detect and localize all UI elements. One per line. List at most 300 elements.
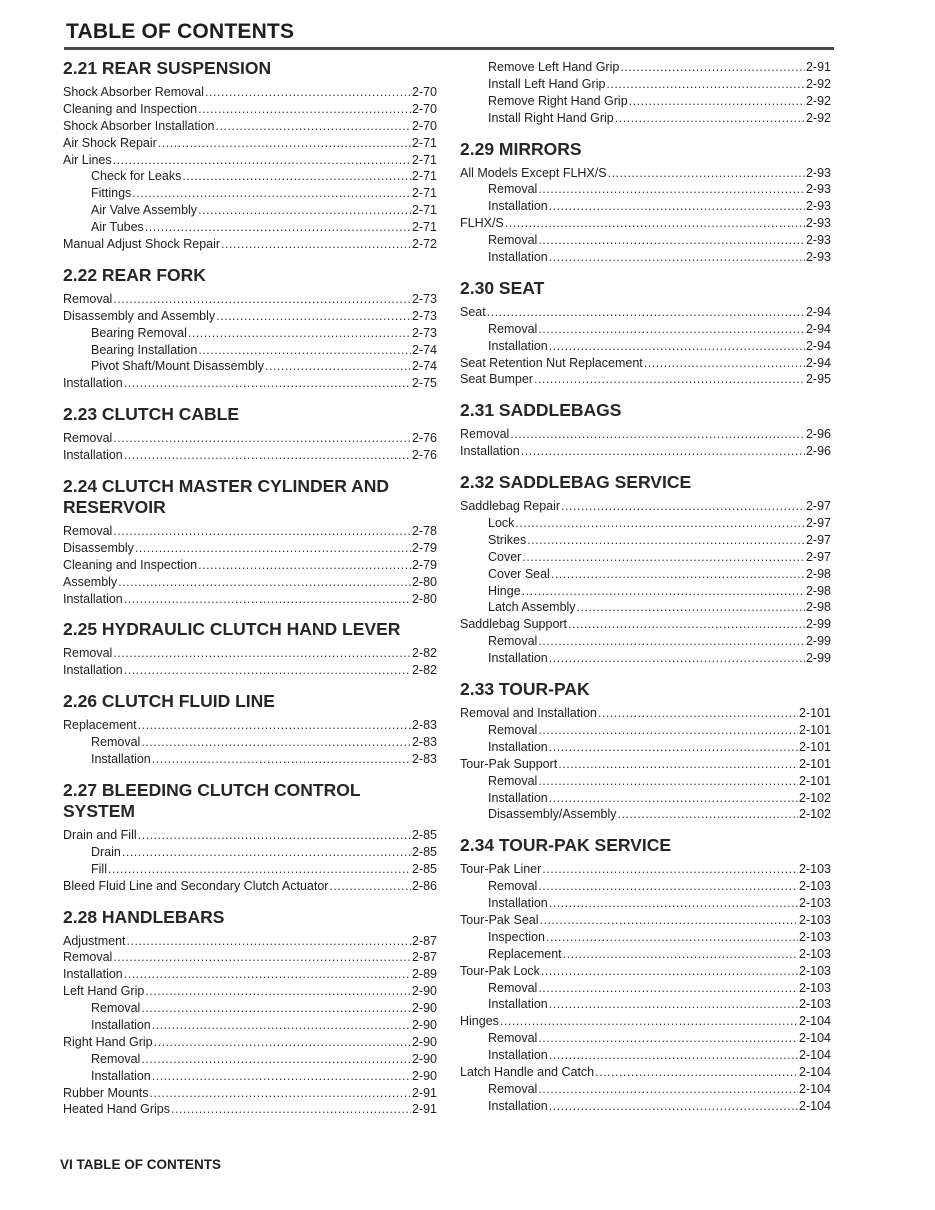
toc-entry-page: 2-97 [805,516,831,531]
dot-leader [154,1034,411,1051]
toc-entry-page: 2-74 [411,342,437,357]
toc-entry-page: 2-71 [411,135,437,150]
toc-entry[interactable] [63,734,437,751]
toc-entry[interactable] [63,1017,437,1034]
toc-entry[interactable] [460,249,831,266]
toc-entry[interactable] [460,650,831,667]
toc-entry-label: Installation [488,790,548,805]
toc-entry[interactable] [460,1064,831,1081]
toc-entry-label: Cleaning and Inspection [63,101,198,116]
toc-entry[interactable] [63,662,437,679]
toc-entry-label: Saddlebag Repair [460,499,561,514]
toc-entry-label: Removal [488,634,538,649]
toc-entry-label: Disassembly [63,540,134,555]
toc-section [63,404,437,464]
toc-entry-label: Air Lines [63,152,112,167]
toc-entry[interactable] [63,375,437,392]
toc-entry-label: Assembly [63,574,118,589]
toc-entry[interactable] [63,949,437,966]
dot-leader [113,291,411,308]
toc-entry[interactable] [460,304,831,321]
toc-entry[interactable] [460,996,831,1013]
toc-entry-page: 2-82 [411,663,437,678]
toc-entry-label: Install Right Hand Grip [488,110,614,125]
toc-entry-page: 2-96 [805,444,831,459]
toc-entry[interactable] [460,1030,831,1047]
toc-entry-page: 2-83 [411,718,437,733]
toc-entry-page: 2-73 [411,291,437,306]
toc-entry[interactable] [63,591,437,608]
dot-leader [124,447,411,464]
section-heading[interactable]: 2.28 HANDLEBARS [63,906,225,927]
toc-entry-page: 2-98 [805,566,831,581]
toc-entry[interactable] [460,76,831,93]
toc-entry-page: 2-102 [799,807,831,822]
toc-section [460,835,831,1114]
toc-entry[interactable] [63,358,437,375]
toc-entry-page: 2-91 [411,1085,437,1100]
toc-entry-page: 2-73 [411,308,437,323]
dot-leader [538,633,805,650]
dot-leader [127,933,411,950]
toc-entry[interactable] [63,751,437,768]
toc-entry-page: 2-104 [799,1081,831,1096]
dot-leader [538,232,805,249]
toc-entry-page: 2-97 [805,499,831,514]
section-heading[interactable]: 2.34 TOUR-PAK SERVICE [460,835,672,856]
toc-entry[interactable] [63,84,437,101]
section-heading[interactable]: 2.32 SADDLEBAG SERVICE [460,472,692,493]
toc-entry-page: 2-85 [411,827,437,842]
toc-entry-label: Replacement [488,946,562,961]
toc-entry-label: Installation [488,1048,548,1063]
toc-entry-label: Cover Seal [488,566,550,581]
toc-entry-label: Cover [488,549,522,564]
toc-section [460,139,831,266]
dot-leader [538,1081,798,1098]
toc-entry[interactable] [63,118,437,135]
toc-entry[interactable] [63,523,437,540]
toc-entry[interactable] [63,1051,437,1068]
toc-entry-page: 2-83 [411,752,437,767]
toc-entry-page: 2-92 [805,110,831,125]
dot-leader [216,308,411,325]
dot-leader [113,949,411,966]
toc-entry-label: Adjustment [63,933,126,948]
toc-entry[interactable] [63,168,437,185]
section-heading[interactable]: 2.33 TOUR-PAK [460,679,590,700]
toc-entry-label: Latch Handle and Catch [460,1064,595,1079]
toc-entry[interactable] [460,110,831,127]
toc-entry[interactable] [63,645,437,662]
toc-entry-page: 2-101 [799,706,831,721]
section-heading[interactable]: 2.30 SEAT [460,277,545,298]
dot-leader [138,717,411,734]
toc-entry-label: Lock [488,516,515,531]
toc-entry[interactable] [63,308,437,325]
dot-leader [522,549,805,566]
toc-section [63,476,437,607]
toc-entry-label: Removal [488,879,538,894]
toc-entry-label: Remove Right Hand Grip [488,93,628,108]
toc-entry[interactable] [63,717,437,734]
toc-entry[interactable] [63,983,437,1000]
toc-entry-page: 2-94 [805,304,831,319]
toc-entry[interactable] [460,1081,831,1098]
dot-leader [595,1064,798,1081]
toc-entry-label: Right Hand Grip [63,1034,153,1049]
toc-entry-page: 2-76 [411,448,437,463]
toc-entry[interactable] [460,443,831,460]
toc-entry-label: Fill [91,861,107,876]
dot-leader [141,1051,411,1068]
toc-entry-page: 2-76 [411,431,437,446]
toc-entry-label: Installation [63,448,123,463]
toc-entry[interactable] [63,236,437,253]
toc-entry[interactable] [460,895,831,912]
toc-entry-page: 2-92 [805,93,831,108]
dot-leader [122,844,411,861]
toc-entry-page: 2-99 [805,617,831,632]
dot-leader [561,498,805,515]
toc-entry[interactable] [460,599,831,616]
dot-leader [124,966,411,983]
toc-entry[interactable] [460,1013,831,1030]
toc-entry[interactable] [63,219,437,236]
toc-entry-page: 2-102 [799,790,831,805]
toc-entry[interactable] [460,912,831,929]
toc-entry-label: Removal [91,1051,141,1066]
dot-leader [118,574,411,591]
toc-entry-label: All Models Except FLHX/S [460,165,607,180]
toc-entry-label: Removal [488,773,538,788]
toc-entry-page: 2-75 [411,376,437,391]
toc-entry-page: 2-85 [411,844,437,859]
toc-entry[interactable] [460,1047,831,1064]
toc-entry-page: 2-92 [805,76,831,91]
dot-leader [188,325,411,342]
toc-entry[interactable] [63,1101,437,1118]
toc-entry-label: Removal [63,950,113,965]
toc-entry[interactable] [460,59,831,76]
toc-entry-label: Installation [488,250,548,265]
toc-entry[interactable] [460,739,831,756]
toc-entry-label: Installation [488,338,548,353]
toc-entry[interactable] [63,185,437,202]
dot-leader [108,861,411,878]
dot-leader [549,895,798,912]
toc-section [63,58,437,253]
toc-entry[interactable] [460,232,831,249]
toc-entry[interactable] [460,165,831,182]
toc-entry[interactable] [460,566,831,583]
dot-leader [549,1047,798,1064]
dot-leader [215,118,410,135]
toc-entry-page: 2-94 [805,321,831,336]
toc-entry-label: Fittings [91,186,132,201]
toc-entry-page: 2-78 [411,524,437,539]
dot-leader [265,358,411,375]
toc-section [460,278,831,388]
toc-entry-label: Hinge [488,583,521,598]
dot-leader [487,304,805,321]
toc-entry-page: 2-91 [805,60,831,74]
toc-entry-page: 2-98 [805,600,831,615]
continued-entries [460,59,831,127]
dot-leader [135,540,411,557]
toc-entry[interactable] [460,371,831,388]
toc-entry-label: Bleed Fluid Line and Secondary Clutch Actuator [63,878,329,893]
toc-entry-page: 2-85 [411,861,437,876]
toc-entry-page: 2-101 [799,739,831,754]
toc-entry[interactable] [63,574,437,591]
toc-entry-label: Installation [488,1098,548,1113]
dot-leader [538,722,798,739]
toc-entry-label: Air Valve Assembly [91,203,198,218]
dot-leader [205,84,411,101]
toc-entry-page: 2-104 [799,1098,831,1113]
toc-entry-label: Disassembly and Assembly [63,308,216,323]
dot-leader [171,1101,411,1118]
dot-leader [577,599,805,616]
toc-entry[interactable] [460,549,831,566]
toc-entry[interactable] [63,447,437,464]
section-heading[interactable]: 2.24 CLUTCH MASTER CYLINDER AND RESERVOIR [63,476,390,518]
toc-entry-page: 2-103 [799,879,831,894]
dot-leader [538,773,798,790]
toc-entry-label: Installation [460,444,520,459]
toc-entry-label: Cleaning and Inspection [63,557,198,572]
toc-entry[interactable] [460,790,831,807]
toc-entry[interactable] [460,722,831,739]
toc-entry-label: Removal [63,646,113,661]
toc-entry[interactable] [460,773,831,790]
toc-entry[interactable] [63,202,437,219]
dot-leader [546,929,798,946]
toc-entry-page: 2-103 [799,862,831,877]
toc-entry[interactable] [63,325,437,342]
toc-entry-page: 2-93 [805,250,831,265]
dot-leader [182,168,411,185]
toc-entry-label: Removal [63,431,113,446]
toc-entry-page: 2-74 [411,359,437,374]
toc-entry[interactable] [63,430,437,447]
toc-entry-page: 2-103 [799,929,831,944]
toc-entry-page: 2-71 [411,186,437,201]
toc-entry-label: Drain [91,844,121,859]
toc-entry[interactable] [63,1000,437,1017]
dot-leader [644,355,805,372]
toc-entry-label: Air Tubes [91,220,144,235]
toc-entry-page: 2-87 [411,950,437,965]
toc-right-column [460,56,831,1115]
toc-entry-label: Removal [488,1081,538,1096]
dot-leader [113,430,411,447]
dot-leader [538,321,805,338]
toc-entry-label: Seat Bumper [460,372,533,387]
toc-entry[interactable] [63,152,437,169]
toc-entry[interactable] [63,291,437,308]
toc-entry-page: 2-97 [805,532,831,547]
toc-entry[interactable] [63,342,437,359]
dot-leader [113,645,411,662]
toc-entry[interactable] [460,338,831,355]
toc-entry[interactable] [460,583,831,600]
toc-entry[interactable] [460,93,831,110]
toc-entry[interactable] [63,557,437,574]
toc-entry[interactable] [460,215,831,232]
toc-entry-page: 2-90 [411,984,437,999]
toc-entry[interactable] [63,1034,437,1051]
dot-leader [538,181,805,198]
toc-entry[interactable] [63,827,437,844]
toc-entry-page: 2-101 [799,722,831,737]
toc-section [63,907,437,1119]
toc-entry-label: Installation [63,663,123,678]
toc-entry[interactable] [460,861,831,878]
toc-entry-page: 2-93 [805,182,831,197]
section-heading[interactable]: 2.29 MIRRORS [460,138,582,159]
toc-entry-page: 2-101 [799,773,831,788]
toc-entry-page: 2-71 [411,152,437,167]
toc-entry[interactable] [460,929,831,946]
toc-entry[interactable] [460,1098,831,1115]
toc-entry-label: Removal [63,291,113,306]
toc-entry[interactable] [460,633,831,650]
toc-entry-page: 2-72 [411,237,437,252]
toc-entry[interactable] [460,498,831,515]
dot-leader [500,1013,798,1030]
dot-leader [141,734,411,751]
dot-leader [620,59,805,76]
dot-leader [549,338,805,355]
toc-entry[interactable] [63,966,437,983]
toc-entry[interactable] [63,1085,437,1102]
toc-entry-page: 2-87 [411,933,437,948]
toc-entry[interactable] [460,756,831,773]
toc-entry[interactable] [460,198,831,215]
toc-entry-label: Removal [488,1031,538,1046]
toc-entry[interactable] [63,135,437,152]
toc-entry[interactable] [460,355,831,372]
toc-entry-label: Installation [91,752,151,767]
section-heading[interactable]: 2.26 CLUTCH FLUID LINE [63,691,275,712]
section-heading[interactable]: 2.23 CLUTCH CABLE [63,404,239,425]
dot-leader [568,616,805,633]
toc-entry-page: 2-103 [799,912,831,927]
toc-entry-page: 2-90 [411,1034,437,1049]
dot-leader [113,152,411,169]
toc-entry-label: Installation [63,376,123,391]
toc-section [63,780,437,895]
toc-entry-label: FLHX/S [460,216,504,231]
toc-entry-label: Tour-Pak Seal [460,912,539,927]
toc-entry[interactable] [460,515,831,532]
toc-entry[interactable] [460,532,831,549]
toc-entry[interactable] [460,878,831,895]
dot-leader [541,963,798,980]
toc-entry-page: 2-103 [799,963,831,978]
toc-entry[interactable] [63,861,437,878]
toc-entry-label: Heated Hand Grips [63,1102,171,1117]
toc-entry-label: Drain and Fill [63,827,137,842]
toc-entry[interactable] [460,980,831,997]
dot-leader [549,739,798,756]
toc-entry[interactable] [63,540,437,557]
right-sections [460,139,831,1115]
toc-entry[interactable] [460,963,831,980]
section-heading[interactable]: 2.31 SADDLEBAGS [460,400,622,421]
toc-entry-page: 2-93 [805,233,831,248]
toc-entry-page: 2-104 [799,1014,831,1029]
dot-leader [558,756,798,773]
toc-entry-page: 2-80 [411,591,437,606]
toc-entry-page: 2-94 [805,355,831,370]
toc-section [63,265,437,392]
toc-entry-page: 2-104 [799,1048,831,1063]
toc-entry-label: Removal [91,1001,141,1016]
section-heading[interactable]: 2.22 REAR FORK [63,264,206,285]
toc-entry[interactable] [63,1068,437,1085]
toc-entry[interactable] [63,933,437,950]
toc-entry-label: Installation [91,1017,151,1032]
toc-entry[interactable] [63,878,437,895]
toc-entry-page: 2-91 [411,1102,437,1117]
toc-entry[interactable] [63,844,437,861]
section-heading[interactable]: 2.27 BLEEDING CLUTCH CONTROL SYSTEM [63,779,361,821]
dot-leader [124,375,411,392]
dot-leader [551,566,805,583]
toc-entry[interactable] [460,705,831,722]
dot-leader [522,583,805,600]
dot-leader [549,996,798,1013]
toc-entry-page: 2-93 [805,216,831,231]
toc-entry-label: Left Hand Grip [63,984,145,999]
toc-entry[interactable] [460,321,831,338]
dot-leader [510,426,805,443]
toc-entry-page: 2-71 [411,220,437,235]
section-heading[interactable]: 2.25 HYDRAULIC CLUTCH HAND LEVER [63,619,401,640]
toc-entry-page: 2-83 [411,735,437,750]
toc-entry-label: Shock Absorber Removal [63,85,205,99]
toc-left-column [63,56,437,1118]
toc-entry[interactable] [460,946,831,963]
dot-leader [152,1068,411,1085]
toc-entry[interactable] [460,616,831,633]
dot-leader [534,371,805,388]
toc-entry-page: 2-93 [805,199,831,214]
toc-entry-label: Manual Adjust Shock Repair [63,237,221,252]
dot-leader [549,198,805,215]
toc-entry-page: 2-90 [411,1068,437,1083]
dot-leader [542,861,798,878]
dot-leader [138,827,411,844]
toc-entry-label: Removal and Installation [460,706,597,721]
dot-leader [629,93,805,110]
toc-entry-label: Installation [488,997,548,1012]
dot-leader [538,1030,798,1047]
dot-leader [618,806,799,823]
section-heading[interactable]: 2.21 REAR SUSPENSION [63,58,272,78]
toc-entry-page: 2-95 [805,372,831,387]
toc-entry[interactable] [460,806,831,823]
toc-entry-label: Latch Assembly [488,600,576,615]
toc-entry[interactable] [460,426,831,443]
toc-entry[interactable] [460,181,831,198]
dot-leader [549,790,798,807]
dot-leader [538,980,798,997]
toc-entry[interactable] [63,101,437,118]
